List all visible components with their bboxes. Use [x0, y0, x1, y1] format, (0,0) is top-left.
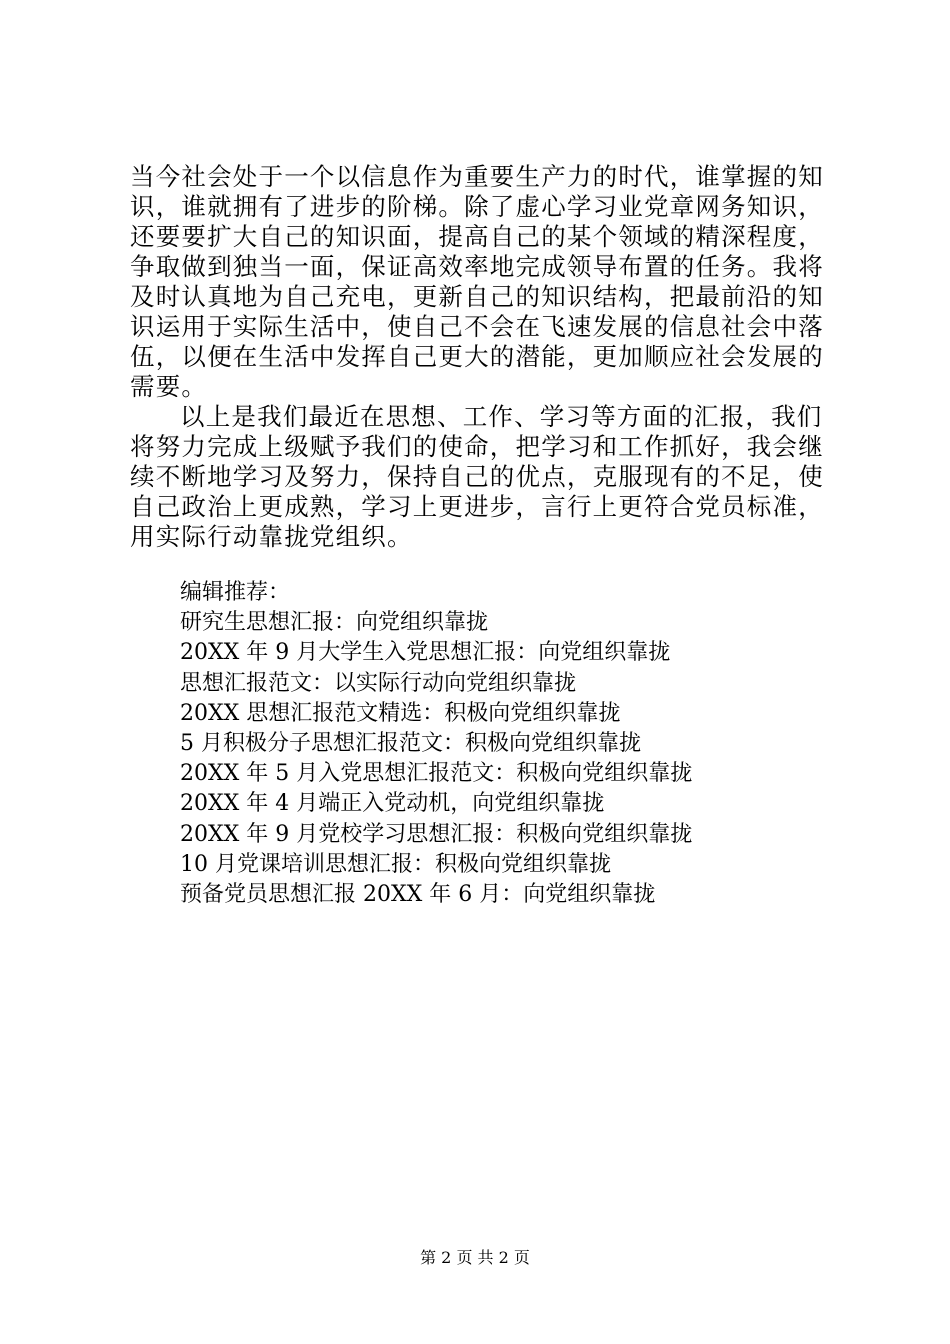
recommend-link[interactable]: 20XX 年 4 月端正入党动机，向党组织靠拢: [180, 791, 605, 817]
paragraph-1-line: 需要。: [130, 372, 208, 401]
paragraph-2-line: 将努力完成上级赋予我们的使命，把学习和工作抓好，我会继: [130, 432, 824, 461]
page-footer: 第 2 页 共 2 页: [420, 1248, 530, 1267]
recommend-link[interactable]: 思想汇报范文：以实际行动向党组织靠拢: [180, 670, 577, 696]
paragraph-2-line: 用实际行动靠拢党组织。: [130, 522, 413, 551]
paragraph-1-line: 识，谁就拥有了进步的阶梯。除了虚心学习业党章网务知识，: [130, 192, 824, 221]
recommend-link[interactable]: 预备党员思想汇报 20XX 年 6 月：向党组织靠拢: [180, 881, 656, 907]
body-text: [130, 162, 830, 552]
paragraph-1-line: 当今社会处于一个以信息作为重要生产力的时代，谁掌握的知: [130, 162, 824, 191]
paragraph-2-line: 续不断地学习及努力，保持自己的优点，克服现有的不足，使: [130, 462, 824, 491]
recommend-link[interactable]: 20XX 思想汇报范文精选：积极向党组织靠拢: [180, 700, 621, 726]
paragraph-1-line: 及时认真地为自己充电，更新自己的知识结构，把最前沿的知: [130, 282, 824, 311]
paragraph-1-line: 识运用于实际生活中，使自己不会在飞速发展的信息社会中落: [130, 312, 824, 341]
paragraph-2-line: 自己政治上更成熟，学习上更进步，言行上更符合党员标准，: [130, 492, 824, 521]
paragraph-2-line: 以上是我们最近在思想、工作、学习等方面的汇报，我们: [180, 402, 823, 431]
recommend-link[interactable]: 研究生思想汇报：向党组织靠拢: [180, 610, 489, 636]
paragraph-1-line: 还要要扩大自己的知识面，提高自己的某个领域的精深程度，: [130, 222, 824, 251]
recommend-link[interactable]: 20XX 年 9 月大学生入党思想汇报：向党组织靠拢: [180, 640, 671, 666]
recommend-link[interactable]: 20XX 年 9 月党校学习思想汇报：积极向党组织靠拢: [180, 821, 693, 847]
recommend-heading: 编辑推荐：: [180, 580, 291, 605]
paragraph-1-line: 争取做到独当一面，保证高效率地完成领导布置的任务。我将: [130, 252, 824, 281]
recommend-link[interactable]: 10 月党课培训思想汇报：积极向党组织靠拢: [180, 851, 611, 877]
recommend-list: [180, 578, 820, 910]
recommend-link[interactable]: 20XX 年 5 月入党思想汇报范文：积极向党组织靠拢: [180, 761, 693, 787]
paragraph-1-line: 伍，以便在生活中发挥自己更大的潜能，更加顺应社会发展的: [130, 342, 824, 371]
recommend-link[interactable]: 5 月积极分子思想汇报范文：积极向党组织靠拢: [180, 730, 641, 756]
